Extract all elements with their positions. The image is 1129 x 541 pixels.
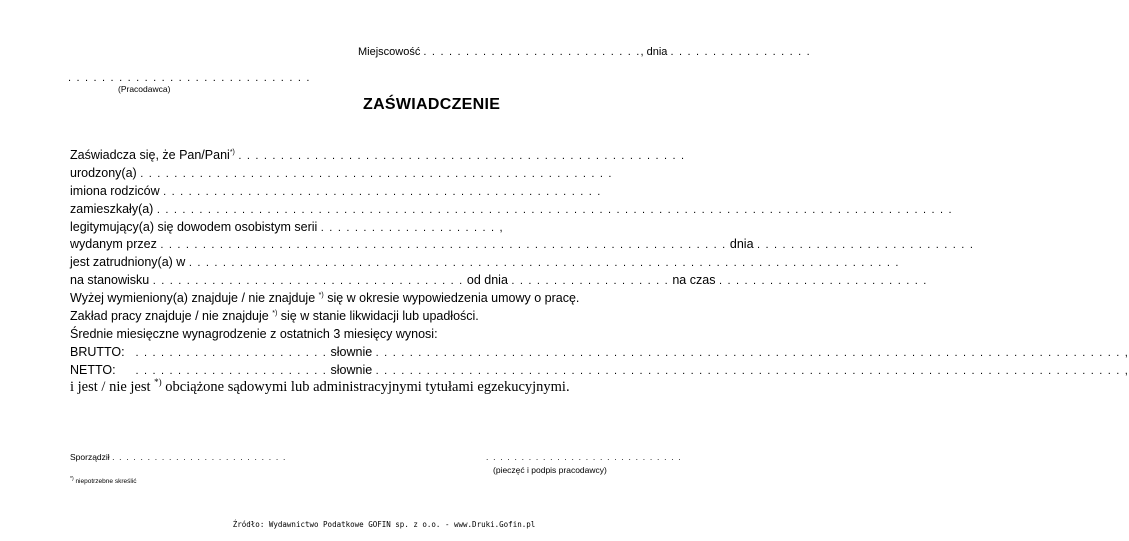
address-label: zamieszkały(a) [70,202,154,216]
notice-text-a: Wyżej wymieniony(a) znajduje / nie znajduje [70,291,316,305]
issued-by-label: wydanym przez [70,237,157,251]
line-parents [70,184,602,198]
footnote [70,475,137,485]
prepared-by-line [70,452,287,462]
employed-label: jest zatrudniony(a) w [70,255,186,269]
brutto-label: BRUTTO: [70,345,125,359]
issued-date-field[interactable]: . . . . . . . . . . . . . . . . . . . . . . . . . . [757,239,975,251]
liquidation-text-b: się w stanie likwidacji lub upadłości. [280,309,479,323]
line-position [70,273,928,287]
date-label: , dnia [640,46,668,58]
line-employed [70,255,900,269]
position-field[interactable]: . . . . . . . . . . . . . . . . . . . . . . . . . . . . . . . . . . . . . [152,275,464,287]
name-label: Zaświadcza się, że Pan/Pani [70,148,230,162]
notice-text-b: się w okresie wypowiedzenia umowy o pracę. [327,291,580,305]
netto-words-label: słownie [330,363,373,377]
address-field[interactable]: . . . . . . . . . . . . . . . . . . . . . . . . . . . . . . . . . . . . . . . . . . . . . . . . . . . . . . . . . . . . . . . . . . . . . . . . . . . . . . . . . . . . . . . . . . . . . . [156,204,953,216]
enforcement-text-b: obciążone sądowymi lub administracyjnymi tytułami egzekucyjnymi. [165,379,570,395]
footnote-mark: *) [70,475,74,482]
id-series-field[interactable]: . . . . . . . . . . . . . . . . . . . . . , [320,222,504,234]
period-field[interactable]: . . . . . . . . . . . . . . . . . . . . . . . . . [718,275,928,287]
employed-field[interactable]: . . . . . . . . . . . . . . . . . . . . . . . . . . . . . . . . . . . . . . . . . . . . . . . . . . . . . . . . . . . . . . . . . . . . . . . . . . . . . . . . . . . . [188,257,900,269]
name-field[interactable]: . . . . . . . . . . . . . . . . . . . . . . . . . . . . . . . . . . . . . . . . . . . . . . . . . . . . . [238,150,686,162]
issued-by-field[interactable]: . . . . . . . . . . . . . . . . . . . . . . . . . . . . . . . . . . . . . . . . . . . . . . . . . . . . . . . . . . . . . . . . . . . [160,239,727,251]
position-label: na stanowisku [70,273,150,287]
liquidation-text-a: Zakład pracy znajduje / nie znajduje [70,309,269,323]
period-label: na czas [672,273,716,287]
footnote-text: niepotrzebne skreślić [75,478,137,485]
line-address [70,202,953,216]
place-date-line [358,46,811,58]
employer-field[interactable]: . . . . . . . . . . . . . . . . . . . . . . . . . . . . . [68,72,311,84]
line-brutto [70,345,1129,359]
footnote-mark: *) [272,309,278,317]
line-netto [70,363,1129,377]
netto-amount-field[interactable]: . . . . . . . . . . . . . . . . . . . . . . . [135,365,328,377]
source-note: Źródło: Wydawnictwo Podatkowe GOFIN sp. z o.o. - www.Druki.Gofin.pl [232,520,536,529]
from-date-label: od dnia [466,273,508,287]
stamp-signature-field[interactable]: . . . . . . . . . . . . . . . . . . . . . . . . . . . . [486,452,682,462]
line-birth [70,166,613,180]
netto-words-field[interactable]: . . . . . . . . . . . . . . . . . . . . . . . . . . . . . . . . . . . . . . . . . . . . . . . . . . . . . . . . . . . . . . . . . . . . . . . . . . . . . . . . . . . . . . . . , [375,365,1129,377]
brutto-words-field[interactable]: . . . . . . . . . . . . . . . . . . . . . . . . . . . . . . . . . . . . . . . . . . . . . . . . . . . . . . . . . . . . . . . . . . . . . . . . . . . . . . . . . . . . . . . . , [375,347,1129,359]
line-notice [70,291,579,305]
id-series-label: legitymujący(a) się dowodem osobistym serii [70,220,318,234]
line-id-series [70,220,504,234]
line-enforcement [70,379,570,396]
line-issued-by [70,237,974,251]
footnote-mark: *) [318,291,324,299]
brutto-words-label: słownie [330,345,373,359]
line-name [70,148,685,162]
parents-field[interactable]: . . . . . . . . . . . . . . . . . . . . . . . . . . . . . . . . . . . . . . . . . . . . . . . . . . . . [163,186,602,198]
issued-date-label: dnia [729,237,754,251]
stamp-caption: (pieczęć i podpis pracodawcy) [493,465,607,475]
prepared-by-field[interactable]: . . . . . . . . . . . . . . . . . . . . . . . . . [112,452,287,462]
brutto-amount-field[interactable]: . . . . . . . . . . . . . . . . . . . . . . . [135,347,328,359]
document-title: ZAŚWIADCZENIE [363,96,501,113]
prepared-by-label: Sporządził [70,452,110,462]
parents-label: imiona rodziców [70,184,160,198]
employer-caption: (Pracodawca) [118,84,171,94]
footnote-mark: *) [229,148,235,156]
footnote-mark: *) [154,377,162,388]
date-field[interactable]: . . . . . . . . . . . . . . . . . [670,46,811,58]
line-liquidation [70,309,479,323]
place-field[interactable]: . . . . . . . . . . . . . . . . . . . . . . . . . . [423,46,641,58]
birth-label: urodzony(a) [70,166,137,180]
birth-field[interactable]: . . . . . . . . . . . . . . . . . . . . . . . . . . . . . . . . . . . . . . . . . . . . . . . . . . . . . . . . [140,168,613,180]
from-date-field[interactable]: . . . . . . . . . . . . . . . . . . . [511,275,669,287]
netto-label: NETTO: [70,363,116,377]
line-salary: Średnie miesięczne wynagrodzenie z ostatnich 3 miesięcy wynosi: [70,327,438,341]
place-label: Miejscowość [358,46,421,58]
enforcement-text-a: i jest / nie jest [70,379,151,395]
